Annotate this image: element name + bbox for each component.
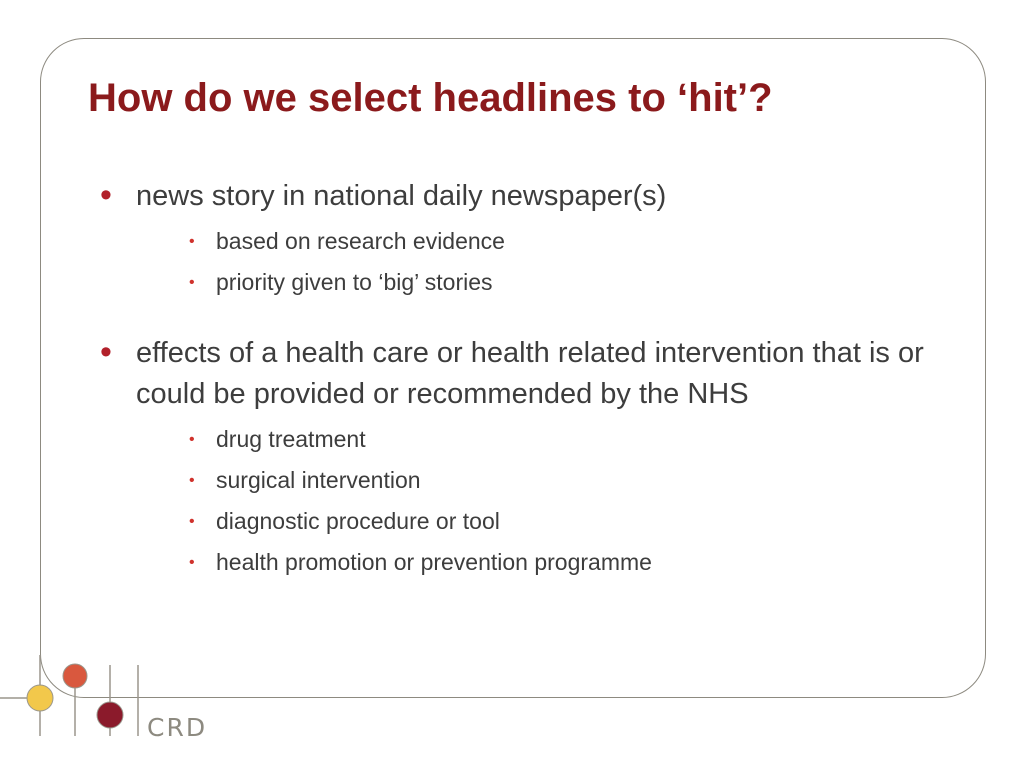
logo-orange-circle bbox=[63, 664, 87, 688]
sub-bullet-dot-icon: • bbox=[189, 274, 195, 291]
slide-content bbox=[100, 176, 940, 583]
sub-bullet-dot-icon: • bbox=[189, 472, 195, 489]
sub-bullet-text: surgical intervention bbox=[216, 467, 421, 493]
slide-title: How do we select headlines to ‘hit’? bbox=[88, 76, 773, 120]
logo-yellow-circle bbox=[27, 685, 53, 711]
sub-bullet-dot-icon: • bbox=[189, 233, 195, 250]
sub-bullet-health-promotion bbox=[136, 542, 940, 583]
bullet-spacer bbox=[100, 303, 940, 333]
bullet-dot-icon: • bbox=[100, 176, 112, 214]
sub-bullet-list bbox=[136, 221, 940, 303]
sub-bullet-list bbox=[136, 419, 940, 583]
sub-bullet-text: diagnostic procedure or tool bbox=[216, 508, 500, 534]
sub-bullet-text: health promotion or prevention programme bbox=[216, 549, 652, 575]
crd-logo bbox=[0, 655, 220, 768]
sub-bullet-text: drug treatment bbox=[216, 426, 366, 452]
sub-bullet-dot-icon: • bbox=[189, 554, 195, 571]
sub-bullet-dot-icon: • bbox=[189, 513, 195, 530]
sub-bullet-dot-icon: • bbox=[189, 431, 195, 448]
sub-bullet-diagnostic-procedure bbox=[136, 501, 940, 542]
sub-bullet-text: priority given to ‘big’ stories bbox=[216, 269, 493, 295]
logo-maroon-circle bbox=[97, 702, 123, 728]
bullet-dot-icon: • bbox=[100, 333, 112, 371]
sub-bullet-drug-treatment bbox=[136, 419, 940, 460]
bullet-intervention-effects bbox=[100, 333, 940, 583]
logo-text: CRD bbox=[147, 713, 208, 742]
bullet-news-story bbox=[100, 176, 940, 303]
sub-bullet-text: based on research evidence bbox=[216, 228, 505, 254]
sub-bullet-big-stories bbox=[136, 262, 940, 303]
bullet-text: effects of a health care or health related intervention that is or could be provided or recommended by the NHS bbox=[136, 337, 924, 410]
bullet-text: news story in national daily newspaper(s) bbox=[136, 180, 667, 212]
sub-bullet-surgical-intervention bbox=[136, 460, 940, 501]
sub-bullet-research-evidence bbox=[136, 221, 940, 262]
